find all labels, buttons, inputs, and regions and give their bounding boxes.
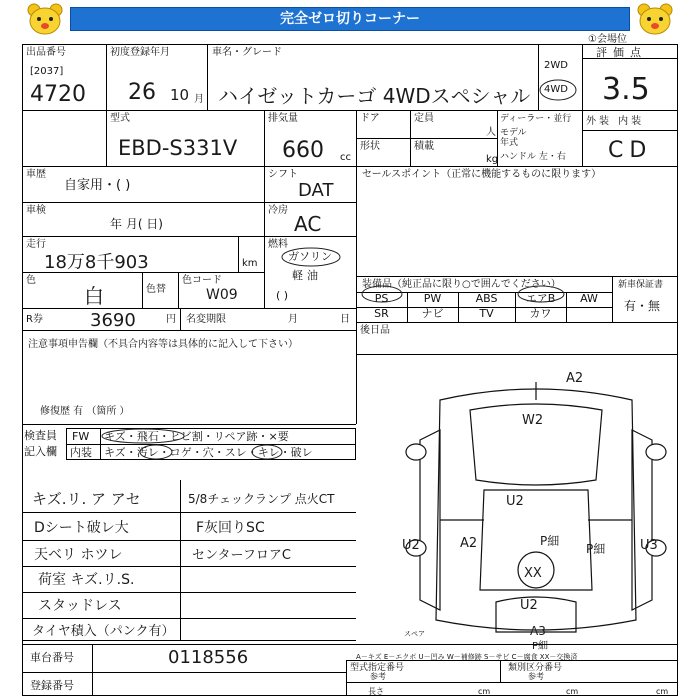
damage-legend: A－キズ E－エクボ U－凹み W－補修跡 S－サビ C－腐食 XX－交換済 [356,653,578,661]
shift-value: DAT [298,180,334,201]
color-code-value: W09 [206,287,238,303]
warranty-value: 有・無 [624,299,661,313]
name-change-label: 名変期限 [186,314,226,325]
class-number-ref: 参考 [528,672,544,681]
inspection-value: 年 月( 日) [110,217,163,231]
door-label: ドア [360,113,380,124]
name-change-month: 月 [288,314,298,325]
mileage-unit: km [242,258,258,269]
back-seat-label: 後日品 [360,325,390,336]
length-label: 長さ [368,687,384,696]
equip-navi: ナビ [421,307,444,320]
equip-tv: TV [479,307,494,320]
inspector-row1: キズ・飛石・ヒビ割・リペア跡・×要 [104,430,289,443]
displacement-value: 660 [282,138,324,163]
lot-number: 4720 [30,82,86,107]
car-name-label: 車名・グレード [212,47,282,58]
equip-ps-circle-icon [360,284,404,304]
ext-int-value: CD [608,138,653,163]
diagram-label-10: U2 [520,598,538,613]
handle-label: ハンドル 左・右 [500,152,566,162]
load-unit: kg [486,154,499,165]
bear-mascot-icon [26,2,64,36]
diagram-label-7: P細 [586,542,606,556]
recycle-label: R券 [26,314,43,325]
first-reg-label: 初度登録年月 [110,47,170,58]
history-label: 車歴 [26,169,46,180]
capacity-unit: 人 [486,127,496,138]
registration-label: 登録番号 [30,679,74,692]
mileage-value: 18万8千903 [44,252,149,273]
fuel-label: 燃料 [268,239,288,250]
note-left-4: 荷室 キズ.リ.S. [38,572,135,588]
class-number-label: 類別区分番号 [508,663,563,673]
fuel-gas: ガソリン [288,250,332,263]
color-value: 白 [84,284,104,308]
equip-ps: PS [374,292,389,305]
chassis-label: 車台番号 [30,651,74,664]
capacity-label: 定員 [414,113,434,124]
ac-label: 冷房 [268,205,288,216]
diagram-label-5: A2 [460,536,478,551]
load-label: 積載 [414,141,434,152]
note-right-2: F灰回りSC [196,520,265,536]
color-label: 色 [26,275,36,286]
shape-label: 形状 [360,141,380,152]
note-right-1: 5/8チェックランプ 点火CT [188,492,335,506]
shift-label: シフト [268,169,298,180]
type-designation-ref: 参考 [370,672,386,681]
displacement-unit: cc [340,152,351,163]
equip-pw: PW [423,292,442,305]
note-left-1: キズ.リ. ア アセ [32,490,141,508]
inspector-label-2: 記入欄 [24,445,57,458]
history-value: 自家用・( ) [64,178,131,193]
length-unit: cm [478,687,491,696]
type-designation-label: 型式指定番号 [350,663,405,673]
dealer-label: ディーラー・並行 [500,114,572,124]
spare-label: スペア [404,630,425,638]
fuel-diesel: 軽油 [292,269,322,282]
repair-history: 修復歴 有 （箇所 ） [40,406,130,417]
drive-4wd: 4WD [544,84,568,95]
equip-leather: カワ [529,307,552,320]
drive-4wd-circle-icon [538,78,578,102]
warranty-label: 新車保証書 [618,280,664,290]
first-reg-year: 26 [128,80,156,105]
fuel-gas-circle-icon [280,246,342,268]
equip-airbag: エアB [525,292,556,305]
diagram-label-3: U2 [506,494,524,509]
diagram-label-4: U2 [402,538,420,553]
ac-value: AC [294,212,322,236]
ext-int-label: 外装 内装 [586,116,645,127]
score-label: 評価点 [596,46,647,59]
diagram-label-2: W2 [522,413,544,428]
score-value: 3.5 [602,72,650,107]
color-tone-label: 色替 [146,284,166,295]
diagram-label-1: A2 [566,371,584,386]
fuel-paren: ( ) [276,289,289,302]
model-label: 型式 [110,113,130,124]
diagram-label-11: A3 [530,624,546,638]
note-left-3: 天ベリ ホツレ [34,547,123,563]
height-unit: cm [656,687,669,696]
first-reg-month-unit: 月 [194,94,204,105]
car-name-value: ハイゼットカーゴ 4WDスペシャル [218,84,531,108]
equipment-label: 装備品（純正品に限り○で囲んでください） [362,279,561,290]
model-value: EBD-S331V [118,136,238,160]
rub-circle-icon [250,444,284,460]
name-change-day: 日 [340,314,350,325]
width-unit: cm [566,687,579,696]
inspector-label-1: 検査員 [24,429,57,442]
scratch-chip-circle-icon [100,428,186,444]
inspector-row1-head: FW [72,430,90,443]
inspection-label: 車検 [26,205,46,216]
color-code-label: 色コード [182,275,222,286]
year-label: 年式 [500,138,519,148]
lot-label: 出品番号 [26,47,66,58]
diagram-label-9: XX [524,566,542,581]
equip-airbag-circle-icon [516,284,566,304]
inspector-row2: キズ・汚レ・コゲ・穴・スレ・キレ・破レ [104,446,313,459]
banner-title: 完全ゼロ切りコーナー [70,7,630,31]
stain-circle-icon [138,444,174,460]
chassis-value: 0118556 [168,647,249,668]
first-reg-month: 10 [170,86,190,104]
recycle-value: 3690 [90,310,136,331]
equip-abs: ABS [475,292,498,305]
displacement-label: 排気量 [268,113,298,124]
mileage-label: 走行 [26,239,46,250]
lot-sub: [2037] [30,66,64,77]
drive-2wd: 2WD [544,60,568,71]
diagram-label-12: P細 [532,641,549,652]
note-left-2: Dシート破レ大 [34,520,129,536]
bear-mascot-icon [636,2,674,36]
venue-label: ①会場位 [588,34,627,45]
note-right-3: センターフロアC [192,548,291,563]
diagram-label-6: P細 [540,534,560,548]
model-year-label: モデル [500,128,527,138]
notes-label: 注意事項申告欄（不具合内容等は具体的に記入して下さい） [28,339,298,350]
note-left-6: タイヤ積入（パンク有） [32,624,175,639]
equip-sr: SR [374,307,389,320]
diagram-label-8: U3 [640,538,658,553]
note-left-5: スタッドレス [38,598,122,614]
equip-aw: AW [580,292,598,305]
inspector-row2-head: 内装 [70,446,92,459]
recycle-unit: 円 [166,314,176,325]
sales-point-label: セールスポイント（正常に機能するものに限ります） [362,169,602,180]
